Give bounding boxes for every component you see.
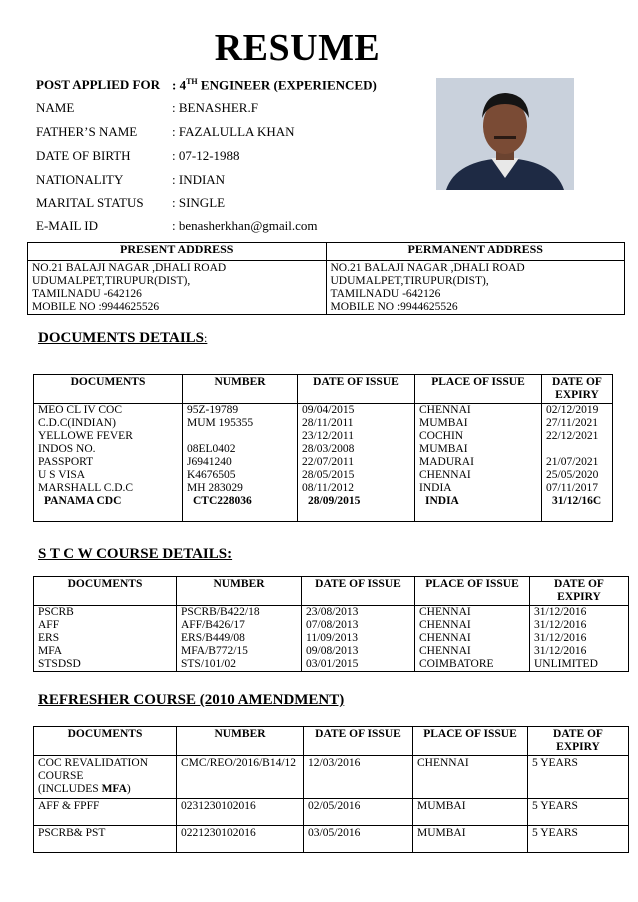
permanent-address-header: PERMANENT ADDRESS (326, 243, 625, 261)
address-table (27, 242, 625, 315)
col-place-issue: PLACE OF ISSUE (415, 577, 530, 606)
label-name: NAME (36, 100, 75, 115)
table-row: STSDSD STS/101/02 03/01/2015 COIMBATORE UNLIMITED (34, 658, 629, 672)
col-place-issue: PLACE OF ISSUE (413, 727, 528, 756)
col-date-expiry: DATE OF EXPIRY (528, 727, 629, 756)
profile-photo (436, 78, 574, 190)
label-fathers-name: FATHER’S NAME (36, 124, 138, 139)
col-date-expiry: DATE OF EXPIRY (542, 375, 613, 404)
value-name: : BENASHER.F (172, 100, 258, 115)
table-row: PSCRB& PST 0221230102016 03/05/2016 MUMBAI 5 YEARS (34, 826, 629, 853)
label-post-applied: POST APPLIED FOR (36, 77, 161, 92)
permanent-address: NO.21 BALAJI NAGAR ,DHALI ROAD UDUMALPET,TIRUPUR(DIST), TAMILNADU -642126 MOBILE NO :9944625526 (326, 261, 625, 315)
table-row: ERS ERS/B449/08 11/09/2013 CHENNAI 31/12/2016 (34, 632, 629, 645)
col-number: NUMBER (177, 727, 304, 756)
refresher-heading: REFRESHER COURSE (2010 AMENDMENT) (38, 692, 345, 708)
label-marital-status: MARITAL STATUS (36, 195, 144, 210)
table-row: C.D.C(INDIAN) MUM 195355 28/11/2011 MUMBAI 27/11/2021 (34, 417, 613, 430)
value-post-applied: : 4TH ENGINEER (EXPERIENCED) (172, 77, 377, 93)
col-place-issue: PLACE OF ISSUE (415, 375, 542, 404)
table-row: YELLOWE FEVER 23/12/2011 COCHIN 22/12/2021 (34, 430, 613, 443)
col-date-issue: DATE OF ISSUE (298, 375, 415, 404)
table-row: U S VISA K4676505 28/05/2015 CHENNAI 25/05/2020 (34, 469, 613, 482)
table-row: MEO CL IV COC 95Z-19789 09/04/2015 CHENNAI 02/12/2019 (34, 404, 613, 418)
value-nationality: : INDIAN (172, 172, 226, 187)
value-marital-status: : SINGLE (172, 195, 226, 210)
col-documents: DOCUMENTS (34, 727, 177, 756)
present-address: NO.21 BALAJI NAGAR ,DHALI ROAD UDUMALPET,TIRUPUR(DIST), TAMILNADU -642126 MOBILE NO :9944625526 (28, 261, 327, 315)
table-row: PSCRB PSCRB/B422/18 23/08/2013 CHENNAI 31/12/2016 (34, 606, 629, 620)
table-row: AFF AFF/B426/17 07/08/2013 CHENNAI 31/12/2016 (34, 619, 629, 632)
table-row: MARSHALL C.D.C MH 283029 08/11/2012 INDIA 07/11/2017 (34, 482, 613, 495)
col-number: NUMBER (177, 577, 302, 606)
col-documents: DOCUMENTS (34, 375, 183, 404)
col-date-issue: DATE OF ISSUE (302, 577, 415, 606)
col-documents: DOCUMENTS (34, 577, 177, 606)
documents-table (33, 374, 613, 522)
label-dob: DATE OF BIRTH (36, 148, 131, 163)
refresher-table (33, 726, 629, 853)
value-dob: : 07-12-1988 (172, 148, 240, 163)
table-row: PASSPORT J6941240 22/07/2011 MADURAI 21/07/2021 (34, 456, 613, 469)
present-address-header: PRESENT ADDRESS (28, 243, 327, 261)
table-row: COC REVALIDATION COURSE (INCLUDES MFA) CMC/REO/2016/B14/12 12/03/2016 CHENNAI 5 YEARS (34, 756, 629, 799)
col-date-issue: DATE OF ISSUE (304, 727, 413, 756)
label-nationality: NATIONALITY (36, 172, 124, 187)
resume-title: RESUME (214, 27, 381, 69)
col-date-expiry: DATE OF EXPIRY (530, 577, 629, 606)
value-fathers-name: : FAZALULLA KHAN (172, 124, 295, 139)
table-row: MFA MFA/B772/15 09/08/2013 CHENNAI 31/12/2016 (34, 645, 629, 658)
value-email: : benasherkhan@gmail.com (172, 218, 318, 233)
col-number: NUMBER (183, 375, 298, 404)
table-row: PANAMA CDC CTC228036 28/09/2015 INDIA 31/12/16C (34, 495, 613, 522)
label-email: E-MAIL ID (36, 218, 98, 233)
stcw-heading: S T C W COURSE DETAILS: (38, 546, 233, 562)
table-row: INDOS NO. 08EL0402 28/03/2008 MUMBAI (34, 443, 613, 456)
documents-heading: DOCUMENTS DETAILS: (38, 330, 208, 346)
stcw-table (33, 576, 629, 672)
table-row: AFF & FPFF 0231230102016 02/05/2016 MUMBAI 5 YEARS (34, 799, 629, 826)
